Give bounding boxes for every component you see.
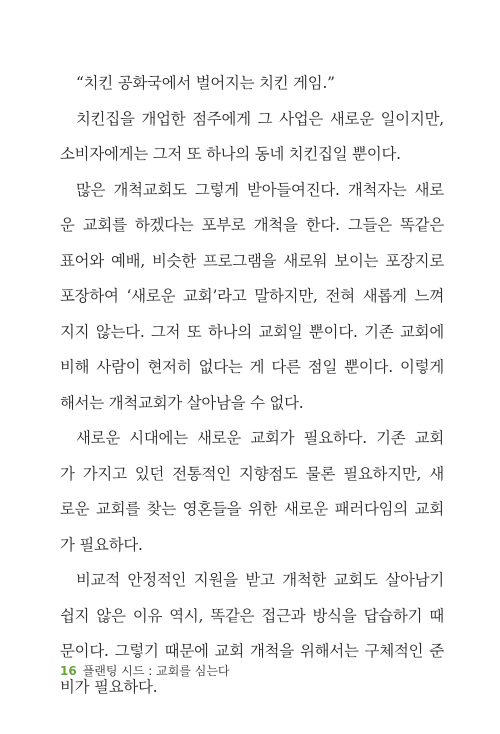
paragraph-line: 문이다. 그렇기 때문에 교회 개척을 위해서는 구체적인 준	[60, 642, 444, 660]
paragraph-line: 새로운 시대에는 새로운 교회가 필요하다. 기존 교회	[76, 429, 444, 447]
paragraph-line: “치킨 공화국에서 벌어지는 치킨 게임.”	[76, 74, 335, 92]
paragraph-line: 소비자에게는 그저 또 하나의 동네 치킨집일 뿐이다.	[60, 145, 401, 163]
paragraph-line: 로운 교회를 찾는 영혼들을 위한 새로운 패러다임의 교회	[60, 500, 444, 518]
book-title: 플랜팅 시드 : 교회를 심는다	[82, 664, 230, 678]
paragraph-line: 표어와 예배, 비슷한 프로그램을 새로워 보이는 포장지로	[60, 251, 444, 270]
paragraph-line: 많은 개척교회도 그렇게 받아들여진다. 개척자는 새로	[76, 180, 444, 199]
body-text	[60, 66, 444, 705]
paragraph-line: 해서는 개척교회가 살아남을 수 없다.	[60, 393, 304, 412]
paragraph-line: 포장하여 ‘새로운 교회’라고 말하지만, 전혀 새롭게 느껴	[60, 287, 444, 305]
paragraph-line: 비가 필요하다.	[60, 677, 158, 696]
paragraph-line: 가 필요하다.	[60, 535, 143, 554]
paragraph-line: 가 가지고 있던 전통적인 지향점도 물론 필요하지만, 새	[60, 464, 444, 483]
paragraph-line: 운 교회를 하겠다는 포부로 개척을 한다. 그들은 똑같은	[60, 216, 444, 234]
page-footer	[60, 662, 230, 679]
page-number: 16	[60, 664, 77, 678]
paragraph-line: 지지 않는다. 그저 또 하나의 교회일 뿐이다. 기존 교회에	[60, 322, 444, 341]
paragraph-line: 비교적 안정적인 지원을 받고 개척한 교회도 살아남기	[76, 571, 444, 589]
paragraph-line: 쉽지 않은 이유 역시, 똑같은 접근과 방식을 답습하기 때	[60, 606, 444, 625]
paragraph-line: 비해 사람이 현저히 없다는 게 다른 점일 뿐이다. 이렇게	[60, 358, 444, 376]
paragraph-line: 치킨집을 개업한 점주에게 그 사업은 새로운 일이지만,	[76, 109, 444, 128]
